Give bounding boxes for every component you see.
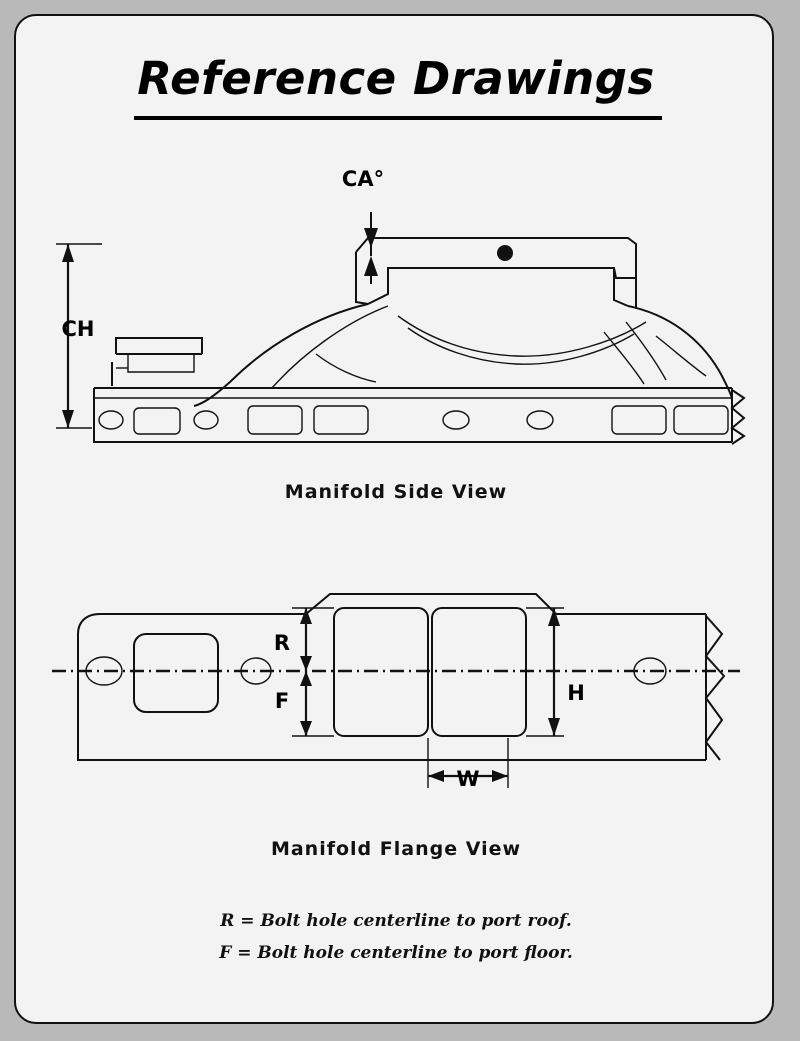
roof-dimension: [292, 608, 334, 671]
carb-height-label: CH: [61, 317, 95, 341]
floor-dimension: [292, 671, 334, 736]
floor-label: F: [274, 689, 290, 713]
width-label: W: [456, 767, 480, 791]
legend-line-roof: R = Bolt hole centerline to port roof.: [220, 911, 572, 931]
reference-drawings-card: [14, 14, 774, 1024]
manifold-flange-profile: [52, 594, 740, 760]
height-label: H: [567, 681, 585, 705]
manifold-side-view-drawing: [16, 16, 774, 1024]
carb-angle-label: CA°: [341, 167, 385, 191]
flange-view-caption: Manifold Flange View: [270, 838, 522, 860]
page-title: Reference Drawings: [137, 52, 655, 105]
manifold-side-profile: [94, 238, 744, 444]
legend-line-floor: F = Bolt hole centerline to port floor.: [219, 943, 573, 963]
port-left: [134, 634, 218, 712]
side-view-caption: Manifold Side View: [284, 481, 508, 503]
roof-label: R: [273, 631, 291, 655]
carb-angle-callout: [364, 212, 378, 284]
